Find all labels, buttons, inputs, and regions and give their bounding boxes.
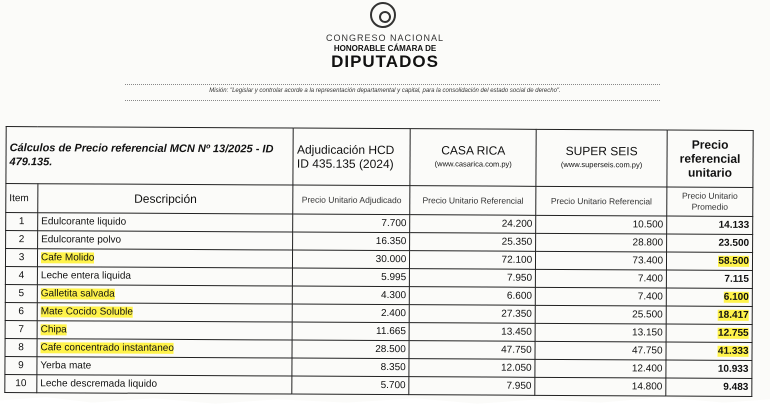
casarica-price-cell: 7.950 [409,377,535,396]
sub-casarica-header: Precio Unitario Referencial [410,186,536,216]
table-title: Cálculos de Precio referencial MCN Nº 13/2025 - ID 479.135. [6,127,294,186]
casarica-price-cell: 13.450 [409,323,535,342]
item-cell: 5 [5,285,37,303]
hcd-price-cell: 16.350 [293,232,410,251]
hcd-price-cell: 5.995 [293,268,410,287]
superseis-price-cell: 7.400 [536,269,667,288]
highlighted-text: Mate Cocido Soluble [40,306,134,318]
reference-price-cell [666,324,752,342]
institution-name: CONGRESO NACIONAL [325,33,445,43]
superseis-price-cell: 7.400 [535,287,666,306]
superseis-price-cell: 28.800 [536,233,667,252]
hcd-price-cell: 11.665 [292,322,409,341]
description-cell [37,285,293,304]
highlighted-text: Galletita salvada [40,288,115,300]
casarica-price-cell: 25.350 [410,233,536,252]
description-cell [37,249,293,268]
casarica-price-cell: 24.200 [410,215,536,234]
torn-edge [0,396,770,407]
highlighted-text: Chipa [40,324,67,336]
highlighted-text: 18.417 [718,309,749,321]
superseis-price-cell: 25.500 [535,305,666,324]
highlighted-text: Cafe concentrado instantaneo [40,342,174,354]
chamber-title: DIPUTADOS [331,52,439,71]
hcd-price-cell: 7.700 [293,214,410,233]
description-header: Descripción [38,184,294,214]
superseis-price-cell: 47.750 [535,341,666,360]
superseis-price-cell: 73.400 [536,251,667,270]
sub-superseis-header: Precio Unitario Referencial [536,186,667,216]
highlighted-text: Cafe Molido [40,252,95,264]
price-table [4,126,753,397]
item-cell: 8 [5,339,37,357]
reference-price-cell [666,306,752,324]
item-cell: 4 [5,267,37,285]
casarica-price-cell: 72.100 [410,251,536,270]
casarica-price-cell: 27.350 [409,305,535,324]
description-cell [37,339,293,358]
description-cell [37,321,293,340]
casarica-price-cell: 12.050 [409,359,535,378]
highlighted-text: 6.100 [723,291,749,303]
hcd-price-cell: 8.350 [292,358,409,377]
col-hcd-header: Adjudicación HCD ID 435.135 (2024) [293,128,410,186]
item-cell: 6 [5,303,37,321]
sub-hcd-header: Precio Unitario Adjudicado [293,185,410,215]
mission-statement: Misión: "Legislar y controlar acorde a la representación departamental y capital, para la consolidación del estado social de derecho". [209,88,561,94]
item-cell: 9 [5,357,37,375]
item-cell: 7 [5,321,37,339]
sub-ref-header: Precio Unitario Promedio [667,187,753,216]
col-ref-header: Precio referencial unitario [667,130,753,187]
casarica-price-cell: 47.750 [409,341,535,360]
hcd-price-cell: 30.000 [293,250,410,269]
description-cell: Leche entera liquida [37,267,293,286]
superseis-price-cell: 10.500 [536,215,667,234]
description-cell [37,303,293,322]
hcd-price-cell: 4.300 [293,286,410,305]
reference-price-cell: 14.133 [667,216,753,234]
col-superseis-header: SUPER SEIS (www.superseis.com.py) [536,129,667,187]
reference-price-cell: 23.500 [667,234,753,252]
reference-price-cell: 10.933 [666,360,752,378]
highlighted-text: 58.500 [718,255,750,267]
casarica-price-cell: 6.600 [410,287,536,306]
reference-price-cell: 9.483 [666,378,752,396]
reference-price-cell [666,288,752,306]
table-row [5,375,752,397]
description-cell: Edulcorante polvo [38,231,294,250]
col-casarica-header: CASA RICA (www.casarica.com.py) [410,129,536,187]
item-header: Item [6,184,38,213]
hcd-price-cell: 5.700 [292,376,409,395]
hcd-price-cell: 2.400 [293,304,410,323]
national-seal-icon [370,2,396,28]
reference-price-cell: 7.115 [666,270,752,288]
divider [125,84,660,85]
description-cell: Edulcorante liquido [38,213,294,232]
superseis-price-cell: 14.800 [535,377,666,396]
description-cell: Leche descremada liquido [37,375,293,394]
reference-price-cell [666,252,752,270]
item-cell: 2 [6,231,38,249]
item-cell: 3 [5,249,37,267]
description-cell: Yerba mate [37,357,293,376]
hcd-price-cell: 28.500 [292,340,409,359]
highlighted-text: 12.755 [718,327,749,339]
item-cell: 1 [6,213,38,231]
divider [125,100,660,101]
reference-price-cell [666,342,752,360]
item-cell: 10 [5,375,37,393]
superseis-price-cell: 12.400 [535,359,666,378]
chamber-name: HONORABLE CÁMARA DE [333,44,437,53]
casarica-price-cell: 7.950 [410,269,536,288]
superseis-price-cell: 13.150 [535,323,666,342]
highlighted-text: 41.333 [717,345,749,357]
